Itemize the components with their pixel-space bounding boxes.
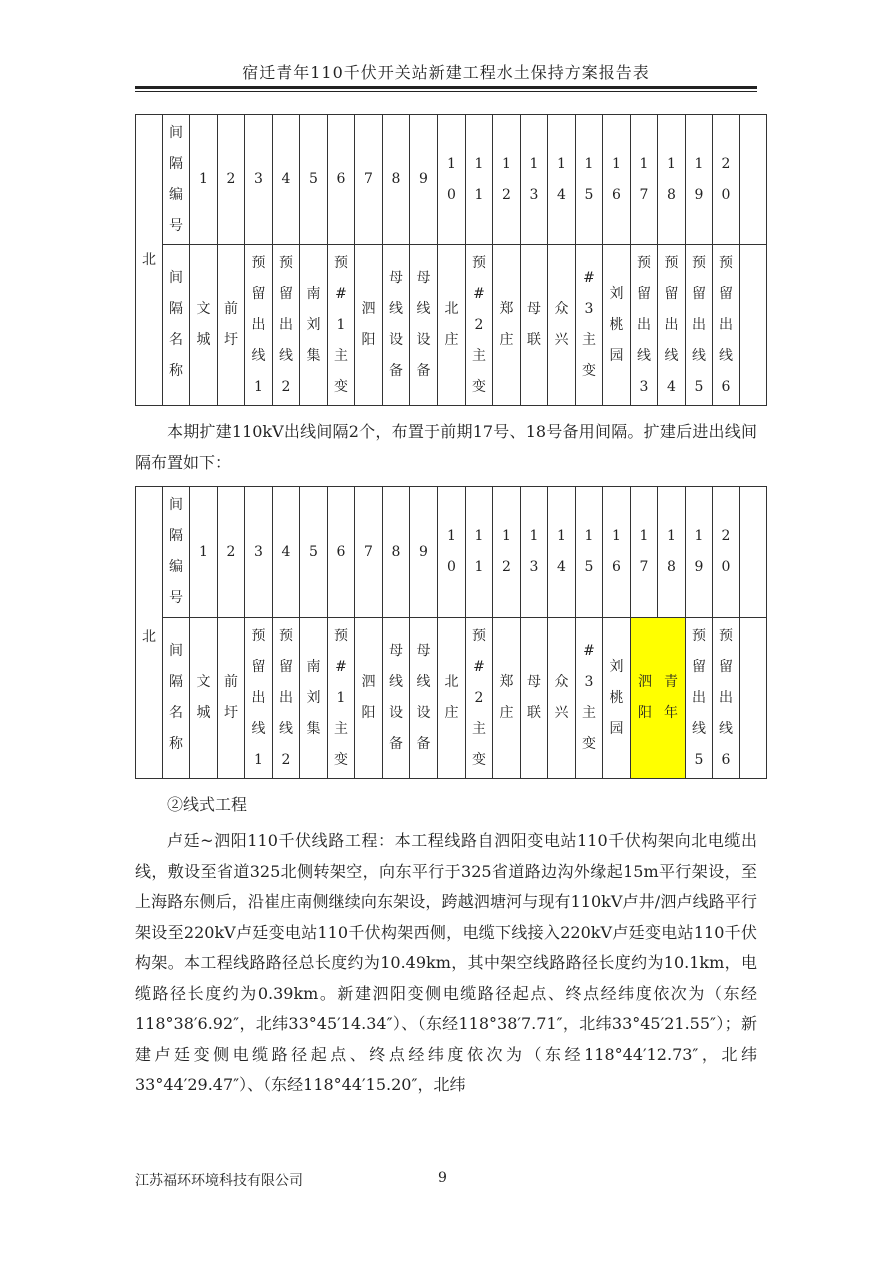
- bay-name: 预留出线4: [658, 245, 686, 406]
- bay-name: 南刘集: [300, 618, 328, 779]
- bay-number: 9: [410, 115, 438, 245]
- bay-name: 母线设备: [383, 618, 410, 779]
- bay-number: 18: [658, 115, 686, 245]
- bay-name: 母联: [521, 618, 548, 779]
- bay-number: 13: [521, 487, 548, 618]
- bay-number: 11: [466, 115, 493, 245]
- bay-number: 7: [355, 115, 383, 245]
- bay-name: 郑庄: [493, 618, 521, 779]
- bay-name-row: [136, 245, 767, 406]
- bay-number: 13: [521, 115, 548, 245]
- bay-name: 北庄: [438, 245, 466, 406]
- bay-number: 16: [603, 487, 631, 618]
- empty-cell: [740, 618, 767, 779]
- bay-name: 前圩: [218, 618, 245, 779]
- bay-number: 1: [190, 487, 218, 618]
- bay-name: 预留出线5: [686, 618, 713, 779]
- page-number: 9: [438, 1170, 447, 1186]
- row-label-number: 间隔编号: [163, 115, 190, 245]
- direction-label: 北: [136, 487, 163, 779]
- bay-number: 17: [631, 115, 658, 245]
- bay-number: 19: [686, 115, 713, 245]
- empty-cell: [740, 115, 767, 245]
- bay-number: 18: [658, 487, 686, 618]
- bay-name: 泗阳: [355, 245, 383, 406]
- bay-name: 众兴: [548, 618, 576, 779]
- bay-number: 4: [273, 115, 300, 245]
- bay-number: 20: [713, 487, 740, 618]
- bay-number: 20: [713, 115, 740, 245]
- bay-name: 预#1主变: [328, 618, 355, 779]
- footer-company: 江苏福环环境科技有限公司: [135, 1173, 303, 1189]
- bay-number: 5: [300, 487, 328, 618]
- header-rule-thick: [135, 86, 757, 89]
- bay-number-row: [136, 487, 767, 618]
- bay-number: 8: [383, 487, 410, 618]
- new-bay-name-qingnian: 青年: [664, 674, 678, 721]
- bay-name: 北庄: [438, 618, 466, 779]
- bay-number: 6: [328, 487, 355, 618]
- bay-number-row: [136, 115, 767, 245]
- bay-name: 南刘集: [300, 245, 328, 406]
- bay-name: 预#1主变: [328, 245, 355, 406]
- bay-number: 10: [438, 487, 466, 618]
- bay-name: 文城: [190, 618, 218, 779]
- empty-cell: [740, 487, 767, 618]
- bay-layout-table-current: [135, 114, 767, 406]
- bay-name: 预留出线5: [686, 245, 713, 406]
- section-heading: ②线式工程: [167, 795, 248, 814]
- bay-name: 预留出线1: [245, 245, 273, 406]
- bay-number: 2: [218, 487, 245, 618]
- intro-paragraph: 本期扩建110kV出线间隔2个，布置于前期17号、18号备用间隔。扩建后进出线间隔布置如下：: [135, 422, 757, 472]
- row-label-name: 间隔名称: [163, 618, 190, 779]
- bay-number: 3: [245, 487, 273, 618]
- bay-number: 19: [686, 487, 713, 618]
- new-bay-name-siyang: 泗阳: [638, 674, 652, 721]
- page-header-title: 宿迁青年110千伏开关站新建工程水土保持方案报告表: [242, 63, 650, 82]
- bay-number: 3: [245, 115, 273, 245]
- bay-name-row: [136, 618, 767, 779]
- row-label-name: 间隔名称: [163, 245, 190, 406]
- row-label-number: 间隔编号: [163, 487, 190, 618]
- bay-name: 众兴: [548, 245, 576, 406]
- bay-number: 8: [383, 115, 410, 245]
- direction-label: 北: [136, 115, 163, 406]
- bay-number: 7: [355, 487, 383, 618]
- bay-name: 预留出线2: [273, 245, 300, 406]
- bay-number: 2: [218, 115, 245, 245]
- bay-number: 14: [548, 115, 576, 245]
- bay-name: 预留出线3: [631, 245, 658, 406]
- bay-number: 12: [493, 487, 521, 618]
- bay-name: 预留出线1: [245, 618, 273, 779]
- bay-layout-table-expanded: [135, 486, 767, 779]
- bay-number: 14: [548, 487, 576, 618]
- bay-number: 15: [576, 115, 603, 245]
- line-project-paragraph: 卢廷~泗阳110千伏线路工程：本工程线路自泗阳变电站110千伏构架向北电缆出线，敷设至省道325北侧转架空，向东平行于325省道路边沟外缘起15m平行架设，至上海路东侧后，沿崔庄南侧继续向东架设，跨越泗塘河与现有110kV卢井/泗卢线路平行架设至220kV卢廷变电站110千伏构架西侧，电缆下线接入220kV卢廷变电站110千伏构架。本工程线路路径总长度约为10.49km，其中架空线路路径长度约为10.1km，电缆路径长度约为0.39km。新建泗阳变侧电缆路径起点、终点经纬度依次为（东经118°38′6.92″，北纬33°45′14.34″）、（东经118°38′7.71″，北纬33°45′21.55″）；新建卢廷变侧电缆路径起点、终点经纬度依次为（东经118°44′12.73″，北纬33°44′29.47″）、（东经118°44′15.20″，北纬: [135, 831, 757, 1094]
- bay-number: 1: [190, 115, 218, 245]
- bay-name: 预留出线2: [273, 618, 300, 779]
- bay-name: #3主变: [576, 245, 603, 406]
- bay-name: 泗阳: [355, 618, 383, 779]
- bay-name: #3主变: [576, 618, 603, 779]
- bay-number: 10: [438, 115, 466, 245]
- bay-name: 母线设备: [410, 618, 438, 779]
- bay-number: 15: [576, 487, 603, 618]
- bay-number: 11: [466, 487, 493, 618]
- bay-name: 预留出线6: [713, 245, 740, 406]
- new-bay-highlight: [631, 618, 686, 779]
- bay-name: 预留出线6: [713, 618, 740, 779]
- header-rule-thin: [135, 91, 757, 92]
- bay-name: 刘桃园: [603, 245, 631, 406]
- bay-name: 郑庄: [493, 245, 521, 406]
- bay-name: 文城: [190, 245, 218, 406]
- bay-number: 12: [493, 115, 521, 245]
- bay-number: 4: [273, 487, 300, 618]
- bay-number: 6: [328, 115, 355, 245]
- bay-number: 5: [300, 115, 328, 245]
- empty-cell: [740, 245, 767, 406]
- bay-name: 刘桃园: [603, 618, 631, 779]
- bay-number: 17: [631, 487, 658, 618]
- bay-name: 预#2主变: [466, 245, 493, 406]
- bay-name: 前圩: [218, 245, 245, 406]
- bay-name: 母联: [521, 245, 548, 406]
- bay-name: 母线设备: [383, 245, 410, 406]
- bay-number: 16: [603, 115, 631, 245]
- bay-number: 9: [410, 487, 438, 618]
- bay-name: 母线设备: [410, 245, 438, 406]
- bay-name: 预#2主变: [466, 618, 493, 779]
